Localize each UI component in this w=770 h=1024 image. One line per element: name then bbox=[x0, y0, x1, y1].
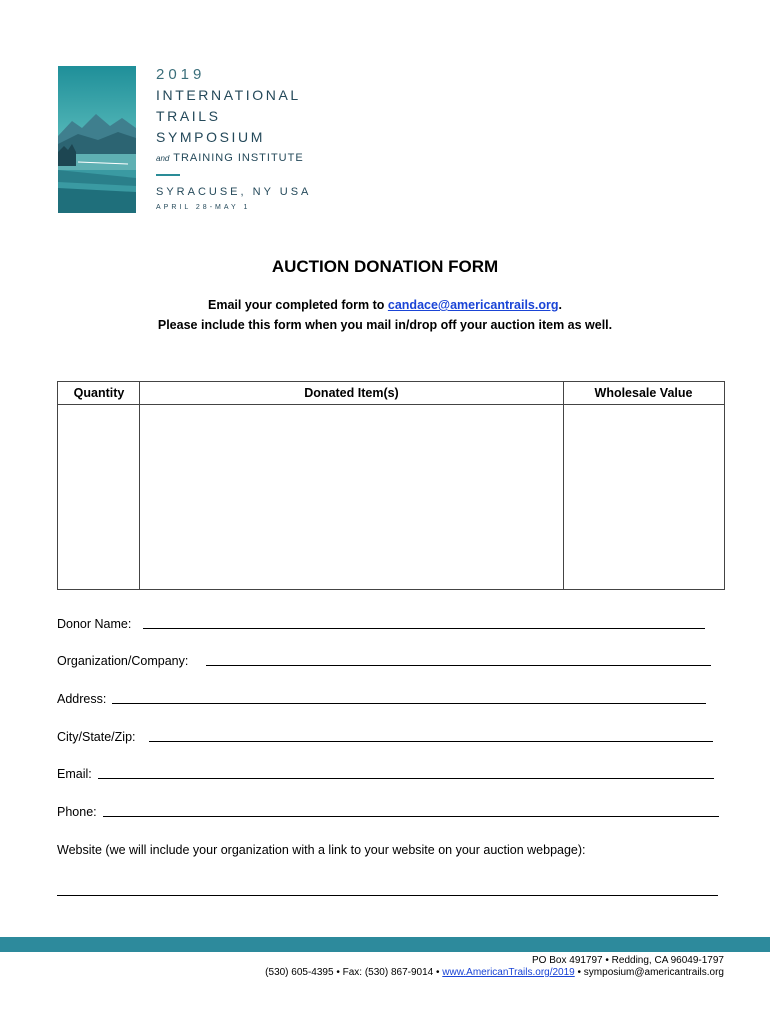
phone-label: Phone: bbox=[57, 805, 97, 819]
logo-line-international: INTERNATIONAL bbox=[156, 87, 301, 103]
city-state-zip-label: City/State/Zip: bbox=[57, 730, 136, 744]
footer-address: PO Box 491797 • Redding, CA 96049-1797 bbox=[532, 955, 724, 966]
header-wholesale-value: Wholesale Value bbox=[594, 386, 693, 400]
email-line[interactable] bbox=[98, 778, 714, 779]
logo-year: 2019 bbox=[156, 66, 206, 83]
organization-line[interactable] bbox=[206, 665, 711, 666]
email-instruction-prefix: Email your completed form to bbox=[208, 298, 388, 312]
logo-dates: APRIL 28-MAY 1 bbox=[156, 204, 251, 211]
logo-line-trails: TRAILS bbox=[156, 108, 221, 124]
logo-training-institute: TRAINING INSTITUTE bbox=[173, 152, 304, 164]
phone-field[interactable] bbox=[57, 805, 97, 819]
logo-line-symposium: SYMPOSIUM bbox=[156, 129, 265, 145]
phone-line[interactable] bbox=[103, 816, 719, 817]
form-title: AUCTION DONATION FORM bbox=[271, 257, 499, 276]
email-instruction bbox=[0, 298, 770, 312]
table-header-rule bbox=[58, 404, 724, 405]
email-link[interactable]: candace@americantrails.org bbox=[387, 298, 559, 312]
logo-location: SYRACUSE, NY USA bbox=[156, 186, 312, 198]
logo-and: and bbox=[156, 154, 170, 163]
website-line[interactable] bbox=[57, 895, 718, 896]
website-label: Website (we will include your organization with a link to your website on your auction webpage): bbox=[57, 843, 586, 857]
table-divider bbox=[563, 382, 564, 589]
email-label: Email: bbox=[57, 767, 92, 781]
footer-band bbox=[0, 937, 770, 952]
donor-name-line[interactable] bbox=[143, 628, 705, 629]
mail-instruction: Please include this form when you mail in/drop off your auction item as well. bbox=[157, 318, 613, 332]
table-divider bbox=[139, 382, 140, 589]
donation-table bbox=[57, 381, 725, 590]
address-field[interactable] bbox=[57, 692, 106, 706]
logo-line-training bbox=[156, 152, 304, 164]
donor-name-field[interactable] bbox=[57, 617, 131, 631]
organization-field[interactable] bbox=[57, 654, 188, 668]
footer-contact bbox=[265, 967, 724, 978]
header-donated-items: Donated Item(s) bbox=[304, 386, 399, 400]
city-state-zip-field[interactable] bbox=[57, 730, 136, 744]
email-instruction-suffix: . bbox=[558, 298, 562, 312]
footer-website-link[interactable]: www.AmericanTrails.org/2019 bbox=[442, 967, 575, 978]
logo-divider bbox=[156, 174, 180, 176]
city-state-zip-line[interactable] bbox=[149, 741, 713, 742]
email-field[interactable] bbox=[57, 767, 92, 781]
address-label: Address: bbox=[57, 692, 107, 706]
landscape-logo-icon bbox=[58, 66, 136, 213]
address-line[interactable] bbox=[112, 703, 706, 704]
organization-label: Organization/Company: bbox=[57, 654, 189, 668]
header-quantity: Quantity bbox=[73, 386, 125, 400]
footer-phone-fax: (530) 605-4395 • Fax: (530) 867-9014 • bbox=[265, 967, 443, 978]
footer-email: • symposium@americantrails.org bbox=[574, 967, 724, 978]
donor-name-label: Donor Name: bbox=[57, 617, 132, 631]
